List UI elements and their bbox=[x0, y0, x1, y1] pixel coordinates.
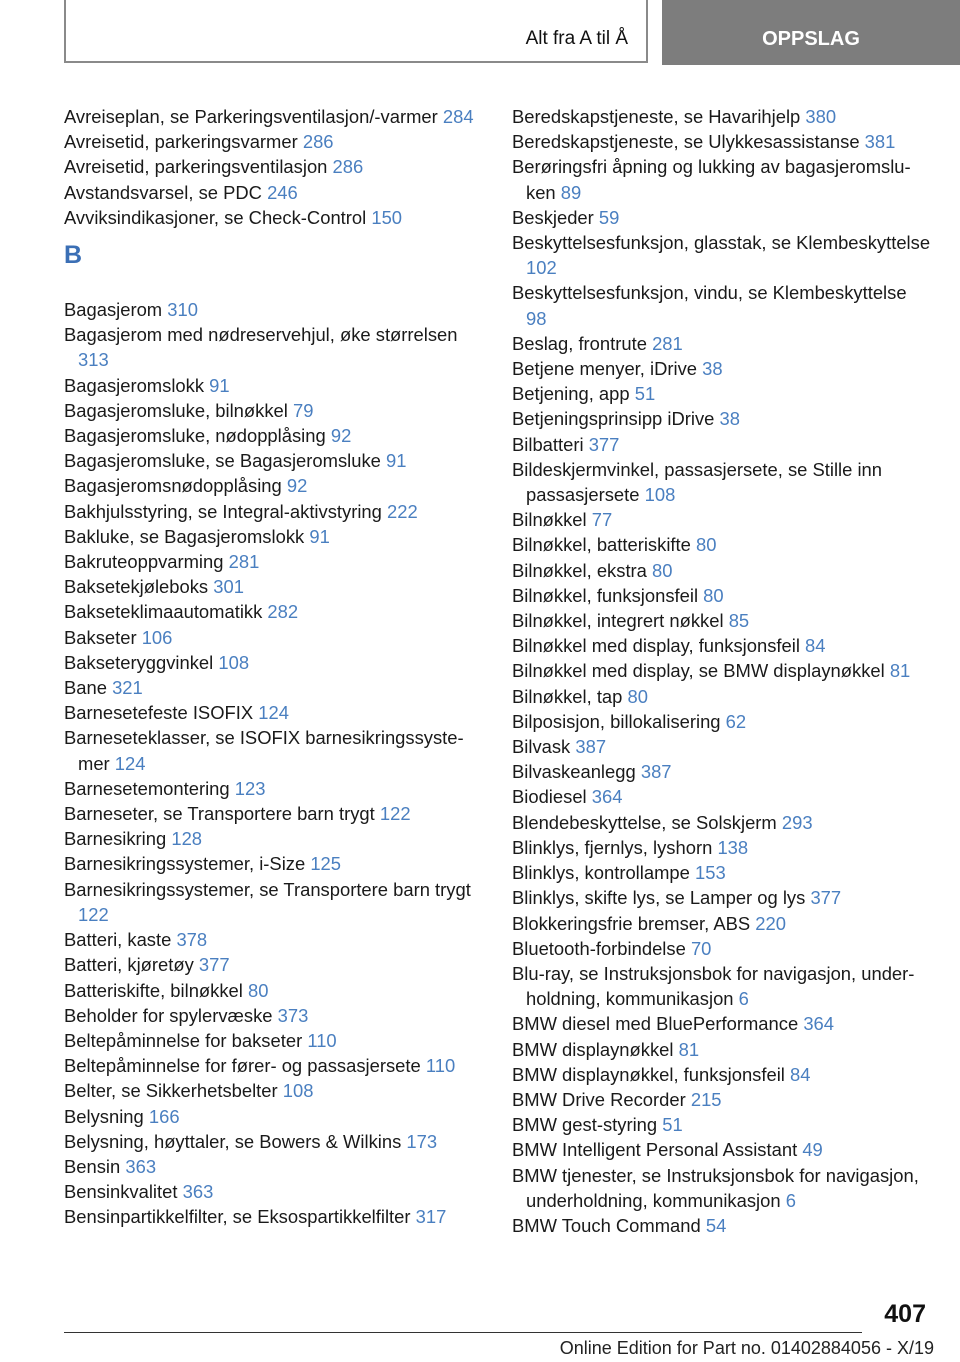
index-entry-page-link[interactable]: 122 bbox=[78, 903, 109, 925]
page-number: 407 bbox=[884, 1300, 926, 1328]
index-entry-term: Barnesetefeste ISOFIX bbox=[64, 702, 254, 724]
index-entry bbox=[64, 1053, 484, 1078]
index-entry-term: Belysning bbox=[64, 1105, 144, 1127]
index-entry bbox=[64, 423, 484, 448]
index-entry-page-link[interactable]: 310 bbox=[167, 299, 198, 321]
index-entry-term: Blinklys, fjernlys, lyshorn bbox=[512, 836, 713, 858]
index-entry bbox=[512, 1163, 932, 1213]
index-entry-page-link[interactable]: 377 bbox=[198, 954, 230, 976]
index-entry-page-link[interactable]: 6 bbox=[785, 1189, 796, 1211]
index-entry-term: Bilnøkkel med display, funksjonsfeil bbox=[512, 635, 800, 657]
index-entry bbox=[64, 322, 484, 372]
index-entry-page-link[interactable]: 102 bbox=[526, 257, 557, 279]
index-entry bbox=[512, 684, 932, 709]
index-column-left bbox=[64, 104, 484, 1230]
index-entry-term: Bensinpartikkelfilter, se Eksospartikkelfilter bbox=[64, 1206, 411, 1228]
index-entry-page-link[interactable]: 387 bbox=[640, 761, 672, 783]
index-entry-page-link[interactable]: 92 bbox=[286, 475, 308, 497]
index-entry bbox=[512, 381, 932, 406]
index-entry-term: Bensin bbox=[64, 1155, 121, 1177]
index-entry-term: Bensinkvalitet bbox=[64, 1181, 178, 1203]
index-entry bbox=[512, 885, 932, 910]
index-entry-page-link[interactable]: 173 bbox=[406, 1130, 438, 1152]
index-entry-page-link[interactable]: 80 bbox=[652, 559, 673, 581]
index-entry-term: Barnesetemontering bbox=[64, 777, 230, 799]
index-entry bbox=[512, 1137, 932, 1162]
index-entry-page-link[interactable]: 106 bbox=[141, 626, 173, 648]
index-entry bbox=[64, 180, 484, 205]
index-entry-term: Bagasjeromsluke, nødopplåsing bbox=[64, 425, 326, 447]
index-entry-term: Bagasjeromslokk bbox=[64, 374, 205, 396]
index-entry bbox=[512, 1037, 932, 1062]
index-entry bbox=[64, 1204, 484, 1229]
index-entry-term: Beltepåminnelse for fører- og passasjersete bbox=[64, 1055, 421, 1077]
index-entry bbox=[64, 398, 484, 423]
index-entry bbox=[64, 1129, 484, 1154]
index-entry bbox=[512, 331, 932, 356]
index-entry-term: Bilposisjon, billokalisering bbox=[512, 710, 721, 732]
index-entry-term: Belysning, høyttaler, se Bowers & Wilkins bbox=[64, 1130, 402, 1152]
index-entry-term: Baksetekjøleboks bbox=[64, 576, 209, 598]
index-entry-page-link[interactable]: 377 bbox=[588, 433, 620, 455]
index-entry-term: BMW Drive Recorder bbox=[512, 1088, 686, 1110]
index-entry-page-link[interactable]: 81 bbox=[889, 660, 911, 682]
index-entry-term: Betjene menyer, iDrive bbox=[512, 358, 698, 380]
index-entry-term: Beredskapstjeneste, se Ulykkesassistanse bbox=[512, 131, 860, 153]
index-entry-page-link[interactable]: 123 bbox=[234, 777, 266, 799]
index-entry-term: Beskyttelsesfunksjon, glasstak, se Klembeskyttelse bbox=[512, 232, 931, 254]
index-entry-term: Bagasjeromsluke, bilnøkkel bbox=[64, 399, 288, 421]
index-entry-term: Bane bbox=[64, 677, 107, 699]
index-entry-term: Bilnøkkel, integrert nøkkel bbox=[512, 610, 724, 632]
index-entry-term: Bakseteklimaautomatikk bbox=[64, 601, 263, 623]
index-entry-page-link[interactable]: 125 bbox=[310, 853, 342, 875]
index-entry-page-link[interactable]: 80 bbox=[248, 979, 269, 1001]
index-entry bbox=[64, 700, 484, 725]
index-column-right bbox=[512, 104, 932, 1238]
index-entry bbox=[64, 650, 484, 675]
index-entry-term: BMW Touch Command bbox=[512, 1214, 701, 1236]
index-entry-page-link[interactable]: 363 bbox=[182, 1181, 214, 1203]
index-entry bbox=[64, 499, 484, 524]
index-entry-term: Beskjeder bbox=[512, 206, 594, 228]
index-entry-page-link[interactable]: 387 bbox=[575, 736, 607, 758]
index-entry-page-link[interactable]: 286 bbox=[332, 156, 364, 178]
index-entry-term: Beredskapstjeneste, se Havarihjelp bbox=[512, 106, 801, 127]
index-entry-page-link[interactable]: 373 bbox=[277, 1004, 309, 1026]
index-entry-page-link[interactable]: 79 bbox=[292, 399, 314, 421]
index-entry bbox=[64, 104, 484, 129]
index-entry-page-link[interactable]: 381 bbox=[864, 131, 896, 153]
index-entry-term: Bilvaskeanlegg bbox=[512, 761, 636, 783]
index-entry-term: Bakseter bbox=[64, 626, 137, 648]
index-entry bbox=[512, 205, 932, 230]
index-entry-term: Biodiesel bbox=[512, 786, 587, 808]
index-entry-term: Barnesikringssystemer, i-Size bbox=[64, 853, 306, 875]
index-entry bbox=[512, 230, 932, 280]
index-entry-term: Barnesikringssystemer, se Transportere barn trygt bbox=[64, 878, 471, 900]
index-entry bbox=[512, 936, 932, 961]
index-entry-term: Avstandsvarsel, se PDC bbox=[64, 181, 262, 203]
index-entry bbox=[64, 1078, 484, 1103]
index-entry bbox=[512, 1112, 932, 1137]
index-entry bbox=[64, 154, 484, 179]
index-entry-page-link[interactable]: 91 bbox=[209, 374, 230, 396]
index-entry-page-link[interactable]: 108 bbox=[644, 484, 676, 506]
index-entry-page-link[interactable]: 80 bbox=[627, 685, 648, 707]
index-entry bbox=[512, 432, 932, 457]
index-entry-page-link[interactable]: 153 bbox=[694, 862, 726, 884]
index-entry bbox=[512, 608, 932, 633]
index-entry-page-link[interactable]: 38 bbox=[719, 408, 740, 430]
index-entry-page-link[interactable]: 313 bbox=[78, 349, 109, 371]
index-entry-page-link[interactable]: 98 bbox=[526, 307, 547, 329]
header-section-tab: OPPSLAG bbox=[662, 0, 960, 65]
index-entry-page-link[interactable]: 166 bbox=[148, 1105, 180, 1127]
index-entry-page-link[interactable]: 293 bbox=[781, 811, 813, 833]
page-header bbox=[0, 0, 960, 66]
index-entry-page-link[interactable]: 62 bbox=[725, 710, 747, 732]
index-entry-page-link[interactable]: 286 bbox=[302, 131, 334, 153]
index-entry-term: Bagasjeromsnødopplåsing bbox=[64, 475, 282, 497]
index-entry-term: Avreisetid, parkeringsvarmer bbox=[64, 131, 298, 153]
index-entry bbox=[64, 574, 484, 599]
index-entry-term: BMW diesel med BluePerformance bbox=[512, 1013, 799, 1035]
index-entry-page-link[interactable]: 110 bbox=[307, 1029, 337, 1051]
header-title-box bbox=[64, 0, 648, 63]
index-entry bbox=[64, 549, 484, 574]
index-entry bbox=[64, 1003, 484, 1028]
index-entry bbox=[512, 860, 932, 885]
index-entry-page-link[interactable]: 363 bbox=[125, 1155, 157, 1177]
index-entry-term: Betjeningsprinsipp iDrive bbox=[512, 408, 715, 430]
index-entry bbox=[64, 776, 484, 801]
index-entry-term: Beholder for spylervæske bbox=[64, 1004, 273, 1026]
index-entry bbox=[512, 1011, 932, 1036]
index-entry-page-link[interactable]: 51 bbox=[634, 383, 656, 405]
index-entry-page-link[interactable]: 80 bbox=[703, 584, 724, 606]
index-entry bbox=[512, 810, 932, 835]
index-entry-page-link[interactable]: 222 bbox=[387, 500, 418, 522]
index-entry bbox=[512, 709, 932, 734]
index-entry-term: Beslag, frontrute bbox=[512, 332, 647, 354]
index-entry bbox=[64, 675, 484, 700]
footer-divider bbox=[64, 1332, 862, 1333]
index-entry bbox=[64, 725, 484, 775]
index-entry-page-link[interactable]: 77 bbox=[591, 509, 613, 531]
index-entry-term: Bakluke, se Bagasjeromslokk bbox=[64, 525, 305, 547]
index-entry-term: Batteri, kjøretøy bbox=[64, 954, 194, 976]
index-entry bbox=[512, 961, 932, 1011]
index-entry-term: Bakruteoppvarming bbox=[64, 551, 224, 573]
index-entry-term: Betjening, app bbox=[512, 383, 630, 405]
index-entry-page-link[interactable]: 70 bbox=[690, 937, 712, 959]
index-entry-term: Bluetooth-forbindelse bbox=[512, 937, 686, 959]
index-entry-page-link[interactable]: 80 bbox=[696, 534, 717, 556]
index-entry-term: Bilnøkkel, batteriskifte bbox=[512, 534, 691, 556]
section-letter: B bbox=[64, 241, 83, 270]
index-entry-term: Blokkeringsfrie bremser, ABS bbox=[512, 912, 751, 934]
index-entry-term: Bilbatteri bbox=[512, 433, 584, 455]
index-entry bbox=[512, 1062, 932, 1087]
index-entry-term: Bagasjerom bbox=[64, 299, 163, 321]
index-entry-page-link[interactable]: 110 bbox=[425, 1055, 456, 1077]
index-entry bbox=[512, 784, 932, 809]
index-entry bbox=[512, 1087, 932, 1112]
index-entry bbox=[64, 297, 484, 322]
index-entry bbox=[512, 154, 932, 204]
index-entry-page-link[interactable]: 281 bbox=[652, 332, 683, 354]
index-entry-term: Bildeskjermvinkel, passasjersete, se Stille inn passasjersete bbox=[512, 458, 883, 506]
index-entry-page-link[interactable]: 281 bbox=[228, 551, 260, 573]
index-entry-page-link[interactable]: 38 bbox=[702, 358, 723, 380]
index-entry-term: Bilnøkkel bbox=[512, 509, 587, 531]
index-entry-page-link[interactable]: 91 bbox=[386, 450, 407, 472]
index-entry-page-link[interactable]: 84 bbox=[790, 1063, 811, 1085]
index-entry-page-link[interactable]: 91 bbox=[309, 525, 330, 547]
index-entry-term: Belter, se Sikkerhetsbelter bbox=[64, 1080, 278, 1102]
index-entry-page-link[interactable]: 150 bbox=[371, 206, 403, 228]
index-entry-page-link[interactable]: 282 bbox=[267, 601, 299, 623]
index-entry-term: Avreiseplan, se Parkeringsventilasjon/-varmer bbox=[64, 106, 438, 127]
index-entry-term: Bagasjerom med nødreservehjul, øke størrelsen bbox=[64, 324, 458, 346]
index-entry-term: BMW displaynøkkel bbox=[512, 1038, 674, 1060]
index-entry-term: Bilnøkkel, tap bbox=[512, 685, 623, 707]
index-entry-page-link[interactable]: 6 bbox=[738, 988, 749, 1010]
index-entry-page-link[interactable]: 380 bbox=[805, 106, 837, 127]
index-entry-term: BMW Intelligent Personal Assistant bbox=[512, 1139, 798, 1161]
index-entry-page-link[interactable]: 81 bbox=[678, 1038, 700, 1060]
index-entry bbox=[64, 473, 484, 498]
index-entry-term: Blu-ray, se Instruksjonsbok for navigasjon, underholdning, kommunikasjon bbox=[512, 962, 915, 1010]
header-title: Alt fra A til Å bbox=[525, 28, 628, 49]
index-entry-page-link[interactable]: 138 bbox=[717, 836, 749, 858]
index-entry-term: Bagasjeromsluke, se Bagasjeromsluke bbox=[64, 450, 381, 472]
index-entry-term: Bakhjulsstyring, se Integral-aktivstyring bbox=[64, 500, 382, 522]
index-entry bbox=[64, 877, 484, 927]
index-entry-page-link[interactable]: 54 bbox=[705, 1214, 727, 1236]
index-entry bbox=[64, 1154, 484, 1179]
index-entry bbox=[64, 927, 484, 952]
index-entry-page-link[interactable]: 124 bbox=[114, 752, 146, 774]
index-entry-page-link[interactable]: 215 bbox=[690, 1088, 722, 1110]
index-entry-page-link[interactable]: 321 bbox=[112, 677, 143, 699]
index-entry-page-link[interactable]: 122 bbox=[379, 803, 411, 825]
index-entry-page-link[interactable]: 89 bbox=[560, 181, 582, 203]
index-entry-term: Beskyttelsesfunksjon, vindu, se Klembeskyttelse bbox=[512, 282, 907, 304]
index-entry-page-link[interactable]: 284 bbox=[442, 106, 474, 127]
index-entry-page-link[interactable]: 124 bbox=[258, 702, 289, 724]
index-entry-term: BMW displaynøkkel, funksjonsfeil bbox=[512, 1063, 785, 1085]
index-entry-term: Berøringsfri åpning og lukking av bagasjeromsluken bbox=[512, 156, 911, 203]
index-entry-page-link[interactable]: 364 bbox=[591, 786, 623, 808]
index-entry bbox=[64, 599, 484, 624]
index-entry bbox=[64, 1104, 484, 1129]
index-entry bbox=[512, 507, 932, 532]
index-entry-term: Bakseteryggvinkel bbox=[64, 651, 214, 673]
index-entry-term: BMW tjenester, se Instruksjonsbok for navigasjon, underholdning, kommunikasjon bbox=[512, 1164, 919, 1211]
index-entry-page-link[interactable]: 59 bbox=[598, 206, 620, 228]
index-entry-term: Avviksindikasjoner, se Check-Control bbox=[64, 206, 367, 228]
index-entry-page-link[interactable]: 364 bbox=[803, 1013, 834, 1035]
index-entry-term: Barnesikring bbox=[64, 828, 167, 850]
index-entry bbox=[64, 826, 484, 851]
index-entry-page-link[interactable]: 246 bbox=[267, 181, 298, 203]
index-entry-term: Blinklys, skifte lys, se Lamper og lys bbox=[512, 887, 806, 909]
index-entry-term: BMW gest-styring bbox=[512, 1114, 658, 1136]
index-entry-term: Bilvask bbox=[512, 736, 571, 758]
footer-edition-text: Online Edition for Part no. 01402884056 - X/19 bbox=[559, 1338, 934, 1358]
index-entry-term: Bilnøkkel med display, se BMW displaynøkkel bbox=[512, 660, 885, 682]
index-entry bbox=[64, 205, 484, 230]
index-entry bbox=[512, 835, 932, 860]
index-entry bbox=[64, 524, 484, 549]
index-entry-term: Barneseteklasser, se ISOFIX barnesikringssystemer bbox=[64, 727, 464, 774]
index-entry bbox=[64, 448, 484, 473]
index-entry-term: Batteri, kaste bbox=[64, 929, 172, 951]
index-entry-page-link[interactable]: 301 bbox=[213, 576, 244, 598]
index-entry-term: Blinklys, kontrollampe bbox=[512, 862, 690, 884]
index-entry bbox=[512, 129, 932, 154]
index-entry-term: Beltepåminnelse for bakseter bbox=[64, 1029, 303, 1051]
index-entry bbox=[512, 457, 932, 507]
index-entry-page-link[interactable]: 128 bbox=[171, 828, 203, 850]
index-entry-page-link[interactable]: 84 bbox=[805, 635, 826, 657]
index-entry-page-link[interactable]: 85 bbox=[728, 610, 750, 632]
index-entry-term: Blendebeskyttelse, se Solskjerm bbox=[512, 811, 777, 833]
index-entry-term: Bilnøkkel, ekstra bbox=[512, 559, 647, 581]
index-entry bbox=[64, 978, 484, 1003]
index-entry bbox=[512, 734, 932, 759]
index-entry-page-link[interactable]: 51 bbox=[662, 1114, 683, 1136]
index-entry bbox=[512, 406, 932, 431]
index-entry-term: Bilnøkkel, funksjonsfeil bbox=[512, 584, 699, 606]
index-entry bbox=[64, 373, 484, 398]
index-entry bbox=[64, 1179, 484, 1204]
index-entry bbox=[512, 280, 932, 330]
index-entry bbox=[512, 759, 932, 784]
index-entry bbox=[512, 532, 932, 557]
index-entry bbox=[512, 558, 932, 583]
index-entry-page-link[interactable]: 92 bbox=[330, 425, 352, 447]
index-entry-page-link[interactable]: 378 bbox=[176, 929, 208, 951]
index-entry-page-link[interactable]: 108 bbox=[218, 651, 250, 673]
index-entry bbox=[64, 851, 484, 876]
index-entry bbox=[512, 356, 932, 381]
index-entry-term: Barneseter, se Transportere barn trygt bbox=[64, 803, 375, 825]
index-entry bbox=[64, 801, 484, 826]
index-entry bbox=[512, 583, 932, 608]
index-entry bbox=[64, 129, 484, 154]
index-entry-page-link[interactable]: 108 bbox=[282, 1080, 314, 1102]
index-entry bbox=[64, 625, 484, 650]
index-entry bbox=[512, 104, 932, 129]
index-entry bbox=[512, 658, 932, 683]
index-entry-page-link[interactable]: 317 bbox=[415, 1206, 447, 1228]
index-entry bbox=[512, 633, 932, 658]
index-entry-term: Avreisetid, parkeringsventilasjon bbox=[64, 156, 328, 178]
index-entry-term: Batteriskifte, bilnøkkel bbox=[64, 979, 243, 1001]
index-entry-page-link[interactable]: 220 bbox=[755, 912, 786, 934]
index-entry bbox=[512, 1213, 932, 1238]
index-entry-page-link[interactable]: 49 bbox=[802, 1139, 823, 1161]
index-entry bbox=[64, 1028, 484, 1053]
index-entry-page-link[interactable]: 377 bbox=[810, 887, 842, 909]
index-entry bbox=[64, 952, 484, 977]
index-entry bbox=[512, 911, 932, 936]
